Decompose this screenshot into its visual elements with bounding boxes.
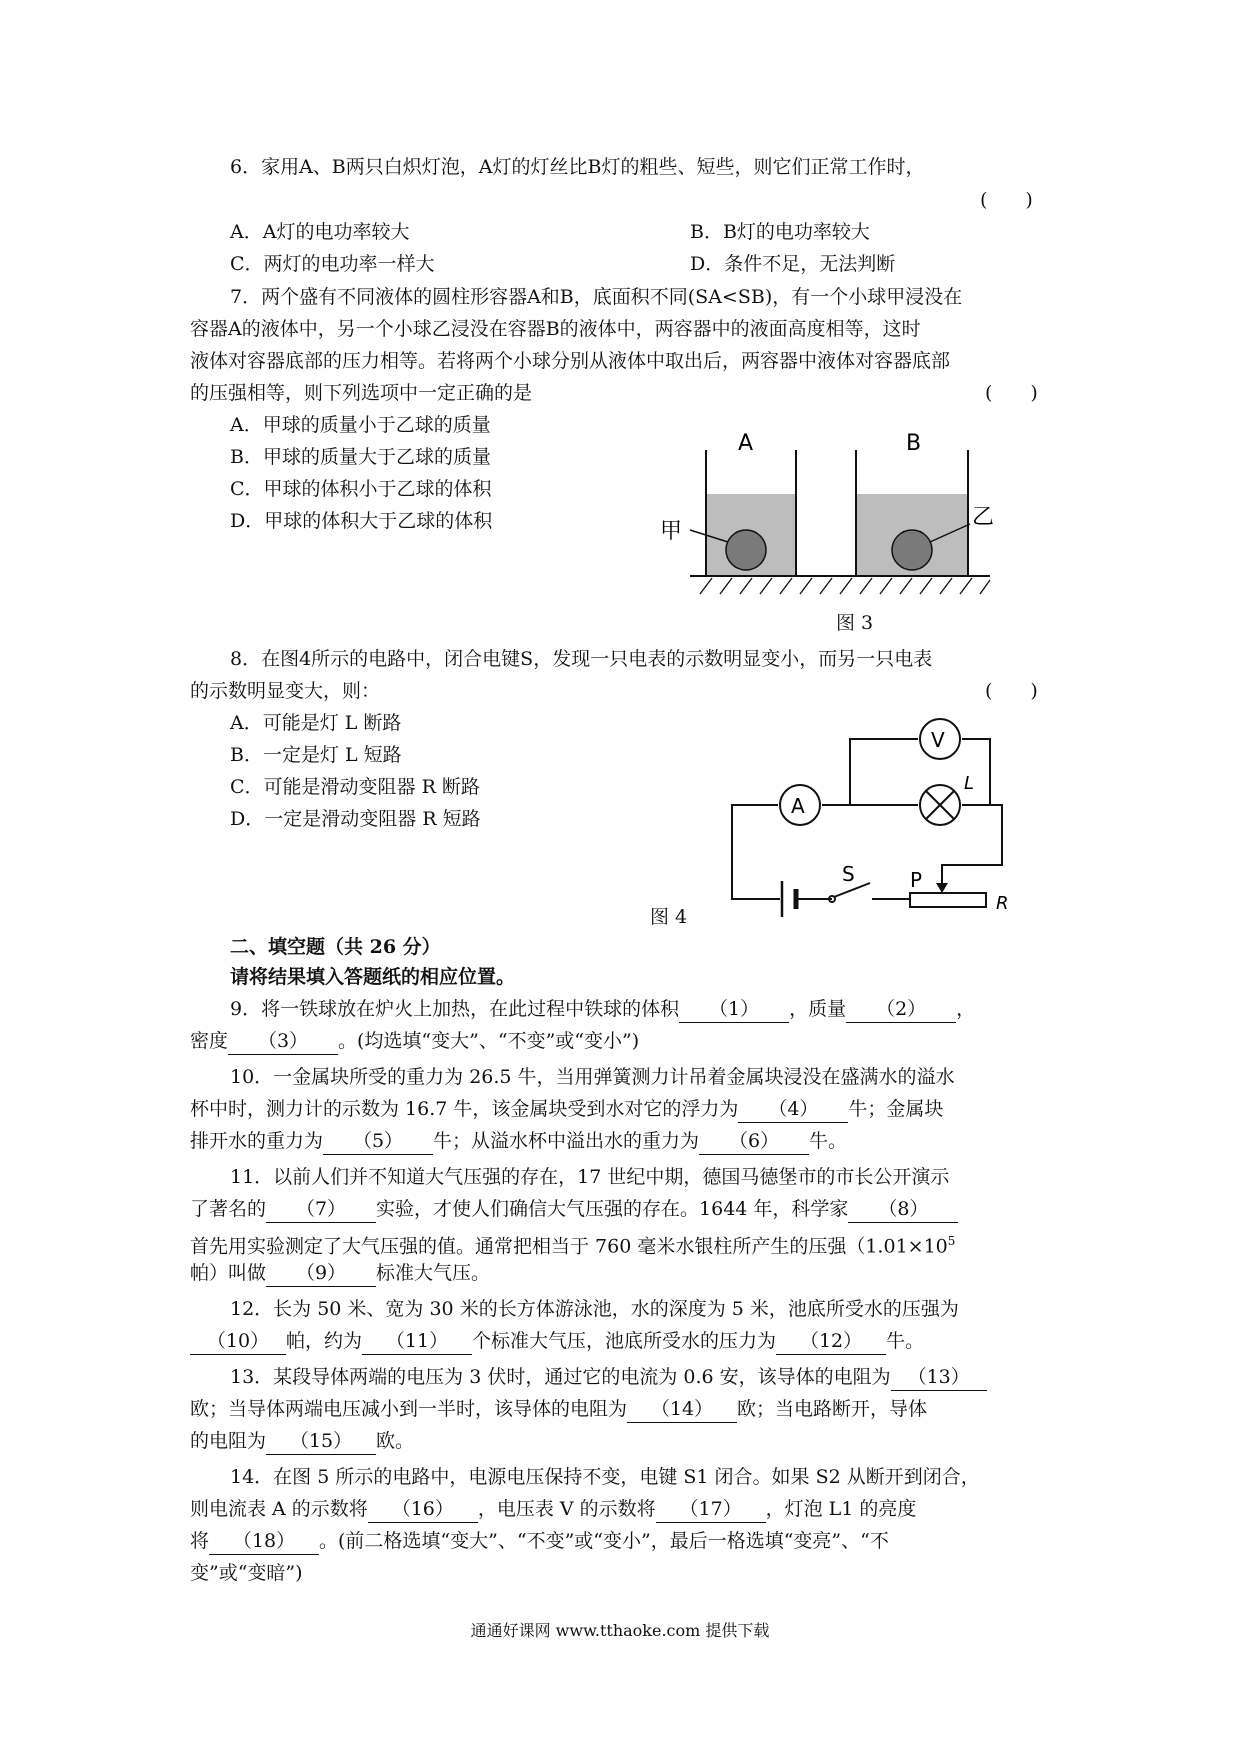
ball-jia: [726, 530, 766, 570]
q7-option-a: A．甲球的质量小于乙球的质量: [230, 414, 491, 436]
blank-12: （12）: [776, 1328, 886, 1355]
q12-line-2: （10） 帕，约为 （11） 个标准大气压，池底所受水的压力为 （12） 牛。: [190, 1328, 924, 1355]
q11-line-4: 帕）叫做 （9） 标准大气压。: [190, 1260, 490, 1287]
q13-line-2: 欧；当导体两端电压减小到一半时，该导体的电阻为 （14） 欧；当电路断开，导体: [190, 1396, 927, 1423]
q6-option-d: D．条件不足，无法判断: [690, 253, 896, 275]
figure-4-circuit: [720, 715, 1020, 925]
q10-line-3: 排开水的重力为 （5） 牛；从溢水杯中溢出水的重力为 （6） 牛。: [190, 1128, 847, 1155]
blank-18: （18）: [209, 1528, 319, 1555]
rheostat-body: [910, 893, 986, 907]
figure-4-caption: 图 4: [650, 906, 688, 928]
blank-10: （10）: [190, 1328, 286, 1355]
q8-option-b: B．一定是灯 L 短路: [230, 744, 402, 766]
q7-line-2: 容器A的液体中，另一个小球乙浸没在容器B的液体中，两容器中的液面高度相等，这时: [190, 318, 921, 340]
container-a-label: A: [738, 431, 754, 456]
blank-15: （15）: [266, 1428, 376, 1455]
footer-credit: 通通好课网 www.tthaoke.com 提供下载: [470, 1621, 770, 1640]
q6-option-b: B．B灯的电功率较大: [690, 221, 870, 243]
q8-paren: ( ): [985, 680, 1038, 702]
q9-line-1: 9．将一铁球放在炉火上加热，在此过程中铁球的体积 （1） ，质量 （2） ，: [230, 996, 975, 1023]
q14-line-3: 将 （18） 。(前二格选填“变大”、“不变”或“变小”，最后一格选填“变亮”、“不: [190, 1528, 889, 1555]
blank-1: （1）: [679, 996, 789, 1023]
q13-line-3: 的电阻为 （15） 欧。: [190, 1428, 414, 1455]
q10-line-2: 杯中时，测力计的示数为 16.7 牛，该金属块受到水对它的浮力为 （4） 牛；金属块: [190, 1096, 943, 1123]
voltmeter-label: V: [931, 728, 945, 752]
q11-line-1: 11．以前人们并不知道大气压强的存在，17 世纪中期，德国马德堡市的市长公开演示: [230, 1166, 950, 1188]
slider-label: P: [910, 868, 923, 892]
figure-3-containers: [650, 420, 1010, 600]
q14-line-2: 则电流表 A 的示数将 （16） ，电压表 V 的示数将 （17） ，灯泡 L1 的亮度: [190, 1496, 916, 1523]
q6-option-c: C．两灯的电功率一样大: [230, 253, 435, 275]
lamp-label: L: [964, 773, 975, 794]
blank-7: （7）: [266, 1196, 376, 1223]
blank-3: （3）: [228, 1028, 338, 1055]
section-2-title: 二、填空题（共 26 分）: [230, 936, 441, 958]
blank-17: （17）: [656, 1496, 766, 1523]
q7-line-3: 液体对容器底部的压力相等。若将两个小球分别从液体中取出后，两容器中液体对容器底部: [190, 350, 951, 372]
q7-option-c: C．甲球的体积小于乙球的体积: [230, 478, 492, 500]
q7-paren: ( ): [985, 382, 1038, 404]
ground-hatching: [700, 578, 990, 594]
blank-13: （13）: [891, 1364, 987, 1391]
blank-14: （14）: [627, 1396, 737, 1423]
q8-line-1: 8．在图4所示的电路中，闭合电键S，发现一只电表的示数明显变小，而另一只电表: [230, 648, 933, 670]
switch-label: S: [842, 862, 855, 886]
ball-jia-label: 甲: [660, 519, 683, 544]
q8-line-2: 的示数明显变大，则：: [190, 680, 381, 702]
q6-option-a: A．A灯的电功率较大: [230, 221, 410, 243]
q8-option-c: C．可能是滑动变阻器 R 断路: [230, 776, 480, 798]
circuit-wires: [732, 739, 1002, 899]
q6-paren: ( ): [980, 189, 1033, 211]
q14-line-4: 变”或“变暗”): [190, 1562, 303, 1584]
blank-8: （8）: [848, 1196, 958, 1223]
q13-line-1: 13．某段导体两端的电压为 3 伏时，通过它的电流为 0.6 安，该导体的电阻为 （13）: [230, 1364, 987, 1391]
ammeter-label: A: [791, 794, 805, 818]
q7-option-b: B．甲球的质量大于乙球的质量: [230, 446, 491, 468]
blank-16: （16）: [368, 1496, 478, 1523]
q8-option-d: D．一定是滑动变阻器 R 短路: [230, 808, 481, 830]
q14-line-1: 14．在图 5 所示的电路中，电源电压保持不变，电键 S1 闭合。如果 S2 从断开到闭合，: [230, 1466, 980, 1488]
q7-line-4: 的压强相等，则下列选项中一定正确的是: [190, 382, 533, 404]
figure-3-caption: 图 3: [836, 612, 874, 634]
container-b-label: B: [906, 431, 922, 456]
ball-yi: [892, 530, 932, 570]
q11-line-2: 了著名的 （7） 实验，才使人们确信大气压强的存在。1644 年，科学家 （8）: [190, 1196, 958, 1223]
rheostat-label: R: [996, 893, 1009, 914]
q12-line-1: 12．长为 50 米、宽为 30 米的长方体游泳池，水的深度为 5 米，池底所受水的压强为: [230, 1298, 959, 1320]
blank-6: （6）: [699, 1128, 809, 1155]
q9-line-2: 密度 （3） 。(均选填“变大”、“不变”或“变小”): [190, 1028, 639, 1055]
q7-option-d: D．甲球的体积大于乙球的体积: [230, 510, 493, 532]
blank-2: （2）: [846, 996, 956, 1023]
q7-line-1: 7．两个盛有不同液体的圆柱形容器A和B，底面积不同(SA<SB)，有一个小球甲浸没在: [230, 286, 963, 308]
section-2-instruction: 请将结果填入答题纸的相应位置。: [230, 966, 516, 988]
blank-4: （4）: [738, 1096, 848, 1123]
blank-9: （9）: [266, 1260, 376, 1287]
blank-5: （5）: [323, 1128, 433, 1155]
q10-line-1: 10．一金属块所受的重力为 26.5 牛，当用弹簧测力计吊着金属块浸没在盛满水的溢水: [230, 1066, 955, 1088]
q8-option-a: A．可能是灯 L 断路: [230, 712, 402, 734]
blank-11: （11）: [362, 1328, 472, 1355]
q11-line-3: 首先用实验测定了大气压强的值。通常把相当于 760 毫米水银柱所产生的压强（$1.01\times 10^5$: [190, 1234, 956, 1258]
ball-yi-label: 乙: [972, 505, 995, 530]
q6-stem: 6．家用A、B两只白炽灯泡，A灯的灯丝比B灯的粗些、短些，则它们正常工作时，: [230, 156, 925, 178]
slider-arrow: [936, 883, 948, 893]
